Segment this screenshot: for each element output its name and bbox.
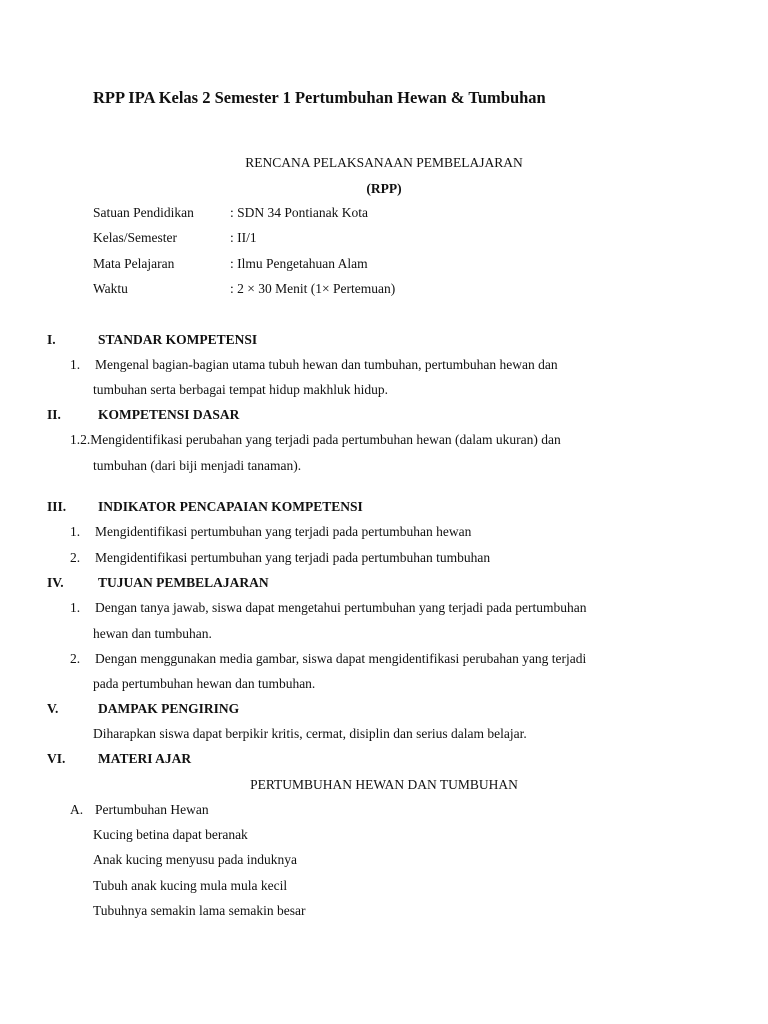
info-label-satuan: Satuan Pendidikan [93,205,194,220]
section-2-item-1-text: 1.2.Mengidentifikasi perubahan yang terjadi pada pertumbuhan hewan (dalam ukuran) dan [70,432,561,447]
section-5-number: V. [47,701,59,716]
section-1-item-1-text: Mengenal bagian-bagian utama tubuh hewan dan tumbuhan, pertumbuhan hewan dan [95,357,558,372]
materi-sub-letter: A. [70,802,84,817]
section-5-title: DAMPAK PENGIRING [98,701,240,716]
section-6-number: VI. [47,751,66,766]
section-3-item-2-number: 2. [70,550,81,565]
section-1-number: I. [47,332,56,347]
section-4-number: IV. [47,575,64,590]
info-value-waktu: : 2 × 30 Menit (1× Pertemuan) [230,281,396,296]
materi-line-2: Anak kucing menyusu pada induknya [93,852,297,867]
materi-sub-title: Pertumbuhan Hewan [95,802,209,817]
rpp-heading: RENCANA PELAKSANAAN PEMBELAJARAN [245,155,523,170]
info-value-kelas: : II/1 [230,230,257,245]
rpp-subheading: (RPP) [366,181,402,196]
section-3-item-1-number: 1. [70,524,81,539]
section-3-item-1-text: Mengidentifikasi pertumbuhan yang terjadi pada pertumbuhan hewan [95,524,472,539]
materi-line-1: Kucing betina dapat beranak [93,827,248,842]
materi-line-3: Tubuh anak kucing mula mula kecil [93,878,288,893]
info-label-kelas: Kelas/Semester [93,230,177,245]
section-4-item-1-continuation: hewan dan tumbuhan. [93,626,212,641]
materi-center-title [0,777,768,793]
section-4-item-1-number: 1. [70,600,81,615]
section-2-number: II. [47,407,61,422]
section-4-item-2-number: 2. [70,651,81,666]
section-1-title: STANDAR KOMPETENSI [98,332,258,347]
section-2-item-1-continuation: tumbuhan (dari biji menjadi tanaman). [93,458,302,473]
document-title: RPP IPA Kelas 2 Semester 1 Pertumbuhan Hewan & Tumbuhan [93,88,546,107]
info-label-mapel: Mata Pelajaran [93,256,175,271]
section-4-item-2-continuation: pada pertumbuhan hewan dan tumbuhan. [93,676,316,691]
materi-center-title-text: PERTUMBUHAN HEWAN DAN TUMBUHAN [250,777,518,792]
info-value-satuan: : SDN 34 Pontianak Kota [230,205,368,220]
section-6-title: MATERI AJAR [98,751,192,766]
section-2-title: KOMPETENSI DASAR [98,407,240,422]
info-value-mapel: : Ilmu Pengetahuan Alam [230,256,368,271]
section-3-title: INDIKATOR PENCAPAIAN KOMPETENSI [98,499,363,514]
section-4-item-2-text: Dengan menggunakan media gambar, siswa dapat mengidentifikasi perubahan yang terjadi [95,651,587,666]
section-4-item-1-text: Dengan tanya jawab, siswa dapat mengetahui pertumbuhan yang terjadi pada pertumbuhan [95,600,587,615]
section-4-title: TUJUAN PEMBELAJARAN [98,575,269,590]
materi-line-4: Tubuhnya semakin lama semakin besar [93,903,306,918]
section-3-number: III. [47,499,67,514]
section-1-item-1-number: 1. [70,357,81,372]
info-label-waktu: Waktu [93,281,128,296]
section-3-item-2-text: Mengidentifikasi pertumbuhan yang terjadi pada pertumbuhan tumbuhan [95,550,491,565]
section-5-text: Diharapkan siswa dapat berpikir kritis, cermat, disiplin dan serius dalam belajar. [93,726,527,741]
section-1-item-1-continuation: tumbuhan serta berbagai tempat hidup makhluk hidup. [93,382,389,397]
